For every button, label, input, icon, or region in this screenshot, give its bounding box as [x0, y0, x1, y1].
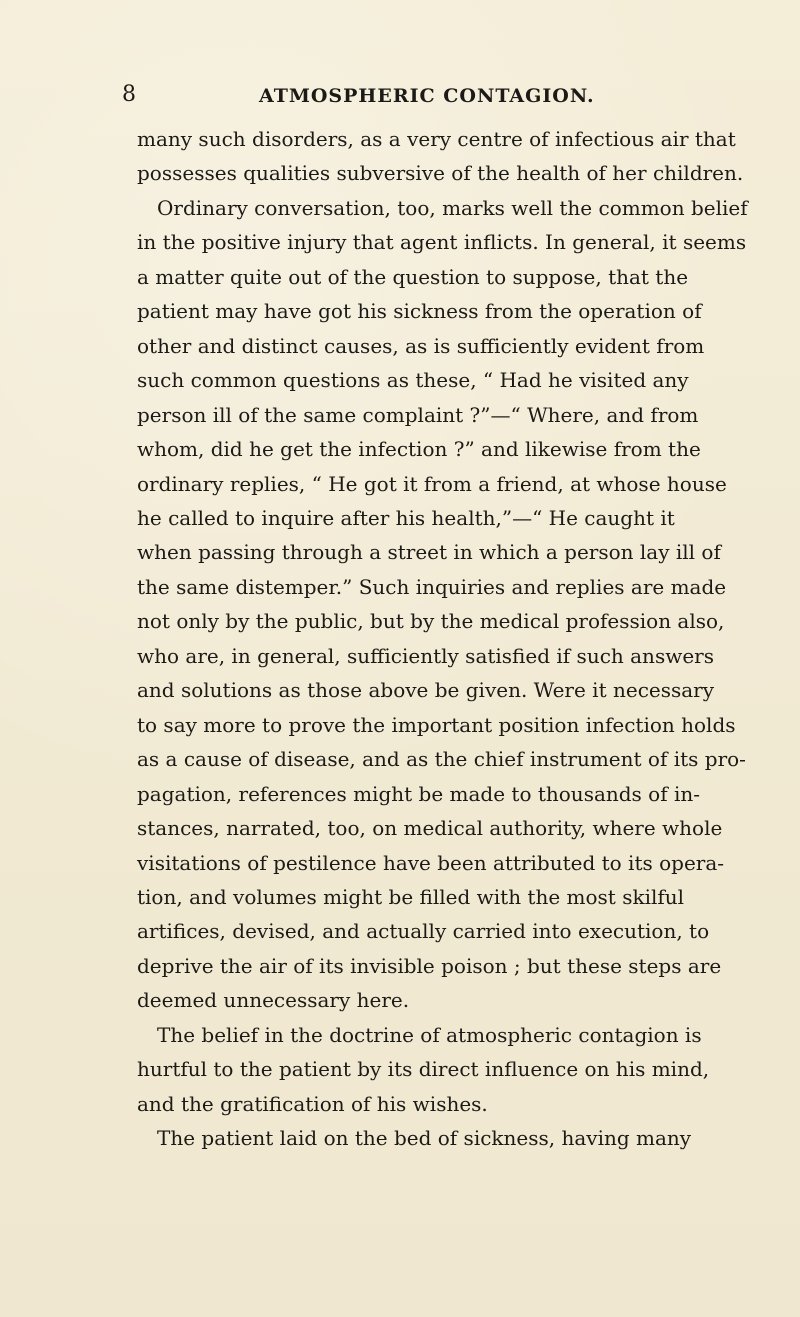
text-line: who are, in general, sufficiently satisfied if such answers [137, 643, 714, 668]
text-line: deemed unnecessary here. [137, 988, 410, 1013]
text-line: possesses qualities subversive of the health of her children. [137, 161, 744, 186]
text-line: he called to inquire after his health,”—“ He caught it [137, 505, 675, 530]
text-line: many such disorders, as a very centre of infectious air that [137, 127, 736, 151]
text-line: in the positive injury that agent inflicts. In general, it seems [137, 230, 747, 255]
text-line: The belief in the doctrine of atmospheric contagion is [157, 1022, 702, 1047]
page-number: 8 [122, 82, 136, 107]
text-line: person ill of the same complaint ?”—“ Where, and from [137, 402, 699, 427]
text-line: to say more to prove the important position infection holds [137, 712, 736, 737]
text-line: a matter quite out of the question to suppose, that the [137, 264, 689, 289]
text-line: hurtful to the patient by its direct influence on his mind, [137, 1057, 710, 1082]
text-line: not only by the public, but by the medical profession also, [137, 609, 725, 634]
text-line: pagation, references might be made to thousands of in- [137, 781, 701, 806]
running-head [0, 82, 800, 108]
text-line: and the gratification of his wishes. [137, 1091, 488, 1116]
text-line: and solutions as those above be given. Were it necessary [137, 678, 715, 703]
text-line: such common questions as these, “ Had he visited any [137, 368, 689, 393]
text-line: as a cause of disease, and as the chief instrument of its pro- [137, 747, 746, 772]
text-line: whom, did he get the infection ?” and likewise from the [137, 437, 701, 462]
text-line: Ordinary conversation, too, marks well the common belief [157, 195, 748, 220]
text-line: artifices, devised, and actually carried into execution, to [137, 919, 710, 944]
text-line: other and distinct causes, as is sufficiently evident from [137, 333, 705, 358]
text-line: the same distemper.” Such inquiries and replies are made [137, 574, 727, 599]
running-title: ATMOSPHERIC CONTAGION. [259, 85, 595, 107]
text-line: The patient laid on the bed of sickness, having many [157, 1126, 692, 1151]
text-line: tion, and volumes might be filled with the most skilful [137, 884, 685, 909]
body-text [137, 123, 748, 1157]
text-line: stances, narrated, too, on medical authority, where whole [137, 816, 723, 841]
text-line: patient may have got his sickness from the operation of [137, 299, 702, 324]
text-line: when passing through a street in which a person lay ill of [137, 540, 721, 565]
text-line: deprive the air of its invisible poison ; but these steps are [137, 953, 722, 978]
text-line: ordinary replies, “ He got it from a friend, at whose house [137, 471, 727, 496]
text-line: visitations of pestilence have been attributed to its opera- [137, 850, 725, 875]
